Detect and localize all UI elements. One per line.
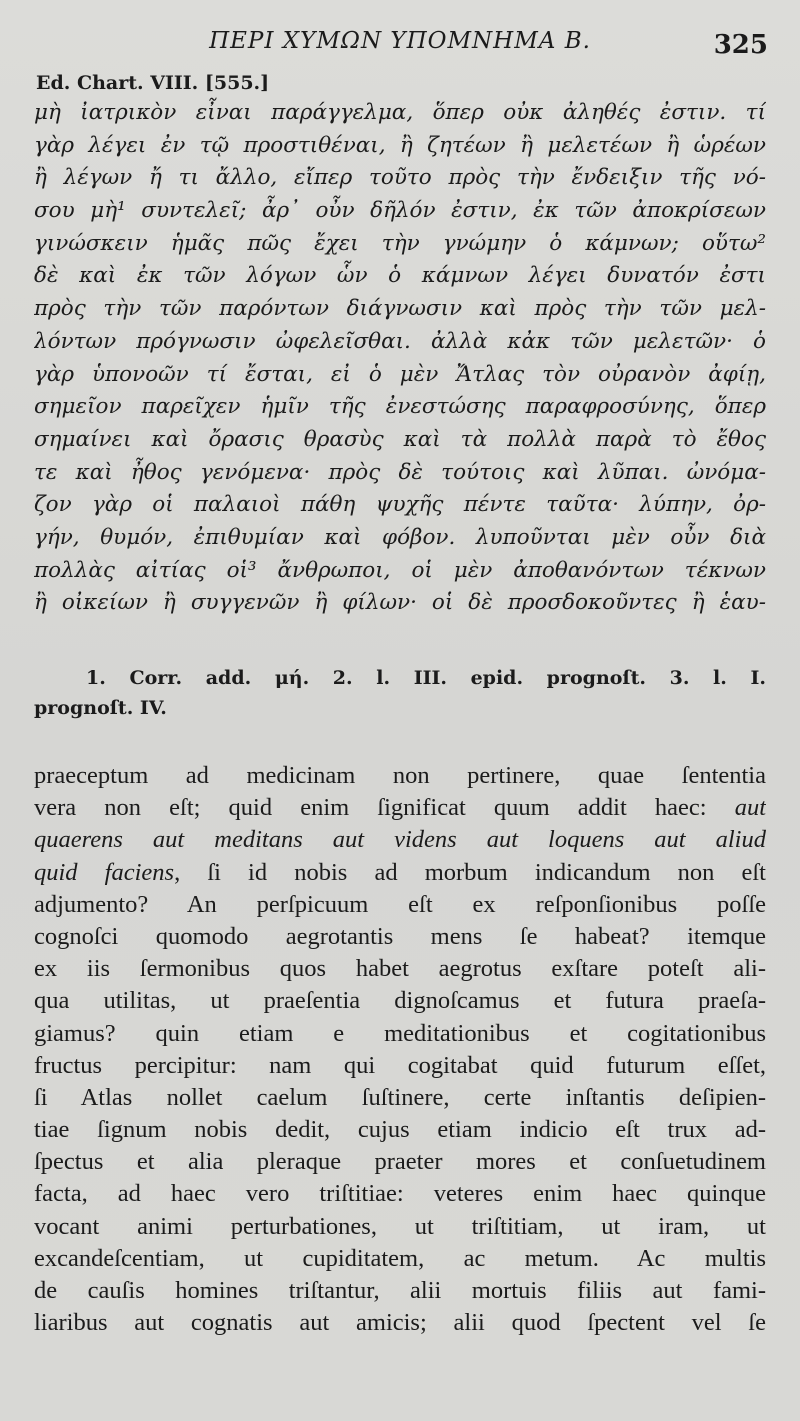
text-segment: cognoſci quomodo aegrotantis mens ſe habeat? itemque — [34, 922, 766, 950]
greek-line: γὰρ ὑπονοῶν τί ἔσται, εἰ ὁ μὲν Ἄτλας τὸν οὐρανὸν ἀφίῃ, — [34, 361, 766, 387]
text-segment: facta, ad haec vero triſtitiae: veteres enim haec quinque — [34, 1180, 766, 1208]
text-segment: qua utilitas, ut praeſentia dignoſcamus et futura praeſa- — [34, 987, 766, 1015]
latin-line — [34, 1275, 766, 1307]
latin-line — [34, 1211, 766, 1243]
latin-line — [34, 1050, 766, 1082]
text-segment: vocant animi perturbationes, ut triſtitiam, ut iram, ut — [34, 1212, 766, 1240]
edition-reference: Ed. Chart. VIII. [555.] — [36, 72, 270, 94]
latin-line — [34, 1018, 766, 1050]
italic-quote-segment: aut — [734, 794, 766, 822]
latin-line — [34, 824, 766, 856]
latin-line — [34, 1178, 766, 1210]
latin-line — [34, 889, 766, 921]
greek-line: ζον γὰρ οἱ παλαιοὶ πάθη ψυχῆς πέντε ταῦτα· λύπην, ὀρ- — [34, 492, 766, 518]
text-segment: giamus? quin etiam e meditationibus et cogitationibus — [34, 1019, 766, 1047]
greek-line: πρὸς τὴν τῶν παρόντων διάγνωσιν καὶ πρὸς τὴν τῶν μελ- — [34, 296, 766, 322]
latin-line — [34, 1243, 766, 1275]
greek-text-block — [34, 97, 766, 620]
text-segment: ſi Atlas nollet caelum ſuſtinere, certe inſtantis deſipien- — [34, 1083, 766, 1111]
text-segment: tiae ſignum nobis dedit, cujus etiam indicio eſt trux ad- — [34, 1116, 766, 1144]
latin-line — [34, 1146, 766, 1178]
text-segment: fructus percipitur: nam qui cogitabat quid futurum eſſet, — [34, 1051, 766, 1079]
text-segment: ex iis ſermonibus quos habet aegrotus exſtare poteſt ali- — [34, 955, 766, 983]
text-segment: praeceptum ad medicinam non pertinere, quae ſententia — [34, 762, 766, 789]
footnotes — [34, 663, 766, 723]
running-title: ΠΕΡΙ ΧΥΜΩΝ ΥΠΟΜΝΗΜΑ Β. — [209, 28, 591, 54]
greek-line: λόντων πρόγνωσιν ὠφελεῖσθαι. ἀλλὰ κἀκ τῶν μελετῶν· ὁ — [34, 328, 766, 354]
latin-line — [34, 921, 766, 953]
text-segment: , ſi id nobis ad morbum indicandum non eſt — [174, 858, 766, 886]
latin-text-block — [34, 760, 766, 1339]
latin-line — [34, 953, 766, 985]
latin-line — [34, 1114, 766, 1146]
greek-line: ἢ λέγων ἤ τι ἄλλο, εἴπερ τοῦτο πρὸς τὴν ἔνδειξιν τῆς νό- — [34, 165, 766, 191]
greek-line: γινώσκειν ἡμᾶς πῶς ἔχει τὴν γνώμην ὁ κάμνων; οὕτω² — [34, 230, 766, 256]
text-segment: adjumento? An perſpicuum eſt ex reſponſionibus poſſe — [34, 890, 766, 918]
greek-line: πολλὰς αἰτίας οἱ³ ἄνθρωποι, οἱ μὲν ἀποθανόντων τέκνων — [34, 557, 766, 583]
text-segment: vera non eſt; quid enim ſignificat quum addit haec: — [34, 794, 735, 822]
footnote-line: prognoſt. IV. — [34, 697, 167, 719]
greek-line: σου μὴ¹ συντελεῖ; ἆρ᾽ οὖν δῆλόν ἐστιν, ἐκ τῶν ἀποκρίσεων — [34, 198, 766, 224]
latin-line — [34, 1082, 766, 1114]
latin-line — [34, 792, 766, 824]
page-number: 325 — [713, 30, 768, 60]
italic-quote-segment: quaerens aut meditans aut videns aut loquens aut aliud — [34, 826, 766, 854]
greek-line: δὲ καὶ ἐκ τῶν λόγων ὧν ὁ κάμνων λέγει δυνατόν ἐστι — [34, 263, 766, 289]
latin-line — [34, 760, 766, 792]
greek-line: γήν, θυμόν, ἐπιθυμίαν καὶ φόβον. λυποῦνται μὲν οὖν διὰ — [34, 524, 766, 550]
greek-line: τε καὶ ἦθος γενόμενα· πρὸς δὲ τούτοις καὶ λῦπαι. ὠνόμα- — [34, 459, 766, 485]
text-segment: liaribus aut cognatis aut amicis; alii quod ſpectent vel ſe — [34, 1309, 766, 1337]
footnote-line: 1. Corr. add. μή. 2. l. III. epid. prognoſt. 3. l. I. — [86, 667, 766, 689]
text-segment: ſpectus et alia pleraque praeter mores et conſuetudinem — [34, 1148, 766, 1176]
text-segment: de cauſis homines triſtantur, alii mortuis filiis aut fami- — [34, 1277, 766, 1304]
greek-line: ἢ οἰκείων ἢ συγγενῶν ἢ φίλων· οἱ δὲ προσδοκοῦντες ἢ ἑαυ- — [34, 590, 766, 616]
italic-quote-segment: quid faciens — [34, 858, 175, 886]
latin-line — [34, 985, 766, 1017]
greek-line: σημεῖον παρεῖχεν ἡμῖν τῆς ἐνεστώσης παραφροσύνης, ὅπερ — [34, 394, 766, 420]
greek-line: σημαίνει καὶ ὄρασις θρασὺς καὶ τὰ πολλὰ παρὰ τὸ ἔθος — [34, 426, 766, 452]
greek-line: γὰρ λέγει ἐν τῷ προστιθέναι, ἢ ζητέων ἢ μελετέων ἢ ὡρέων — [34, 132, 766, 158]
latin-line — [34, 857, 766, 889]
text-segment: excandeſcentiam, ut cupiditatem, ac metum. Ac multis — [34, 1244, 766, 1272]
latin-line — [34, 1307, 766, 1339]
greek-line: μὴ ἰατρικὸν εἶναι παράγγελμα, ὅπερ οὐκ ἀληθές ἐστιν. τί — [34, 100, 766, 125]
